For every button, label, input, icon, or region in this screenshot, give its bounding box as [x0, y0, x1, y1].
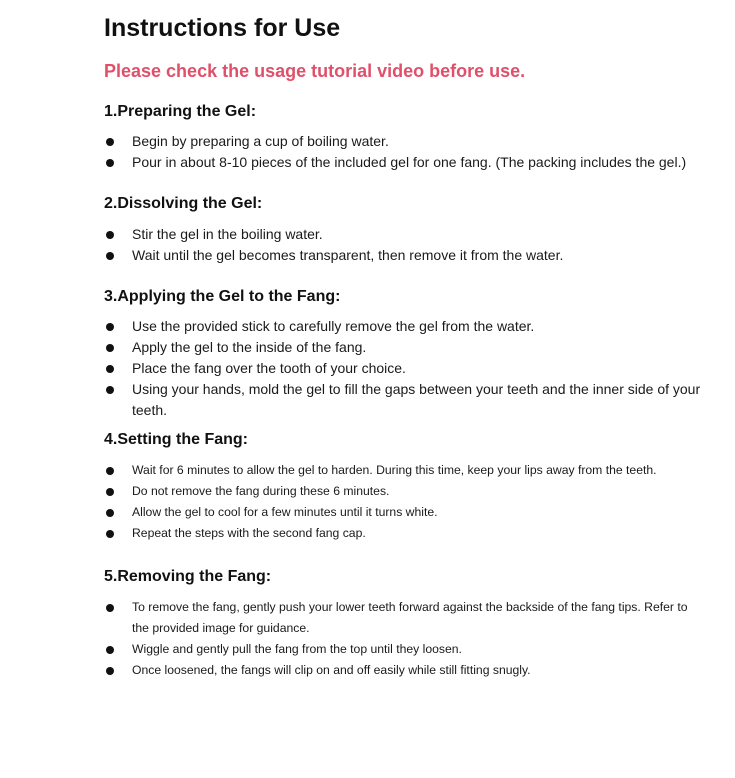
section-dissolving-gel — [104, 193, 704, 266]
list-item — [104, 523, 704, 544]
item-text: Stir the gel in the boiling water. — [132, 226, 323, 242]
list-item — [104, 639, 704, 660]
item-text: Begin by preparing a cup of boiling water. — [132, 133, 389, 149]
bullet-icon — [106, 159, 114, 167]
list-item — [104, 224, 704, 245]
list-item — [104, 316, 704, 337]
list-item — [104, 337, 704, 358]
section-heading: 1.Preparing the Gel: — [104, 103, 257, 120]
section-setting-fang — [104, 429, 704, 544]
bullet-icon — [106, 646, 114, 654]
list-item — [104, 152, 704, 173]
section-heading: 3.Applying the Gel to the Fang: — [104, 288, 341, 305]
bullet-icon — [106, 509, 114, 517]
item-text: Wait for 6 minutes to allow the gel to harden. During this time, keep your lips away from the teeth. — [132, 463, 657, 477]
instructions-page — [104, 12, 704, 681]
bullet-icon — [106, 667, 114, 675]
tutorial-notice: Please check the usage tutorial video before use. — [104, 61, 526, 81]
page-title: Instructions for Use — [104, 14, 341, 42]
item-text: Using your hands, mold the gel to fill the gaps between your teeth and the inner side of your teeth. — [132, 381, 701, 418]
section-heading: 2.Dissolving the Gel: — [104, 195, 263, 212]
list-item — [104, 597, 704, 639]
section-preparing-gel — [104, 101, 704, 173]
step-list — [104, 597, 704, 681]
list-item — [104, 245, 704, 266]
item-text: Wait until the gel becomes transparent, then remove it from the water. — [132, 247, 564, 263]
step-list — [104, 460, 704, 544]
item-text: Place the fang over the tooth of your choice. — [132, 360, 406, 376]
list-item — [104, 460, 704, 481]
section-applying-gel — [104, 286, 704, 421]
section-heading: 4.Setting the Fang: — [104, 431, 248, 448]
bullet-icon — [106, 138, 114, 146]
item-text: To remove the fang, gently push your lower teeth forward against the backside of the fang tips. Refer to the provided image for guidance. — [132, 600, 688, 635]
bullet-icon — [106, 467, 114, 475]
item-text: Use the provided stick to carefully remove the gel from the water. — [132, 318, 535, 334]
list-item — [104, 481, 704, 502]
step-list — [104, 316, 704, 421]
bullet-icon — [106, 365, 114, 373]
item-text: Allow the gel to cool for a few minutes until it turns white. — [132, 505, 438, 519]
bullet-icon — [106, 252, 114, 260]
item-text: Do not remove the fang during these 6 minutes. — [132, 484, 390, 498]
list-item — [104, 660, 704, 681]
list-item — [104, 502, 704, 523]
bullet-icon — [106, 344, 114, 352]
bullet-icon — [106, 488, 114, 496]
item-text: Wiggle and gently pull the fang from the top until they loosen. — [132, 642, 462, 656]
bullet-icon — [106, 323, 114, 331]
list-item — [104, 358, 704, 379]
bullet-icon — [106, 530, 114, 538]
step-list — [104, 131, 704, 173]
section-removing-fang — [104, 566, 704, 681]
list-item — [104, 379, 704, 421]
section-heading: 5.Removing the Fang: — [104, 568, 272, 585]
item-text: Repeat the steps with the second fang cap. — [132, 526, 366, 540]
item-text: Once loosened, the fangs will clip on and off easily while still fitting snugly. — [132, 663, 531, 677]
bullet-icon — [106, 231, 114, 239]
bullet-icon — [106, 604, 114, 612]
bullet-icon — [106, 386, 114, 394]
list-item — [104, 131, 704, 152]
item-text: Apply the gel to the inside of the fang. — [132, 339, 367, 355]
item-text: Pour in about 8-10 pieces of the included gel for one fang. (The packing includes the gel.) — [132, 154, 687, 170]
step-list — [104, 224, 704, 266]
